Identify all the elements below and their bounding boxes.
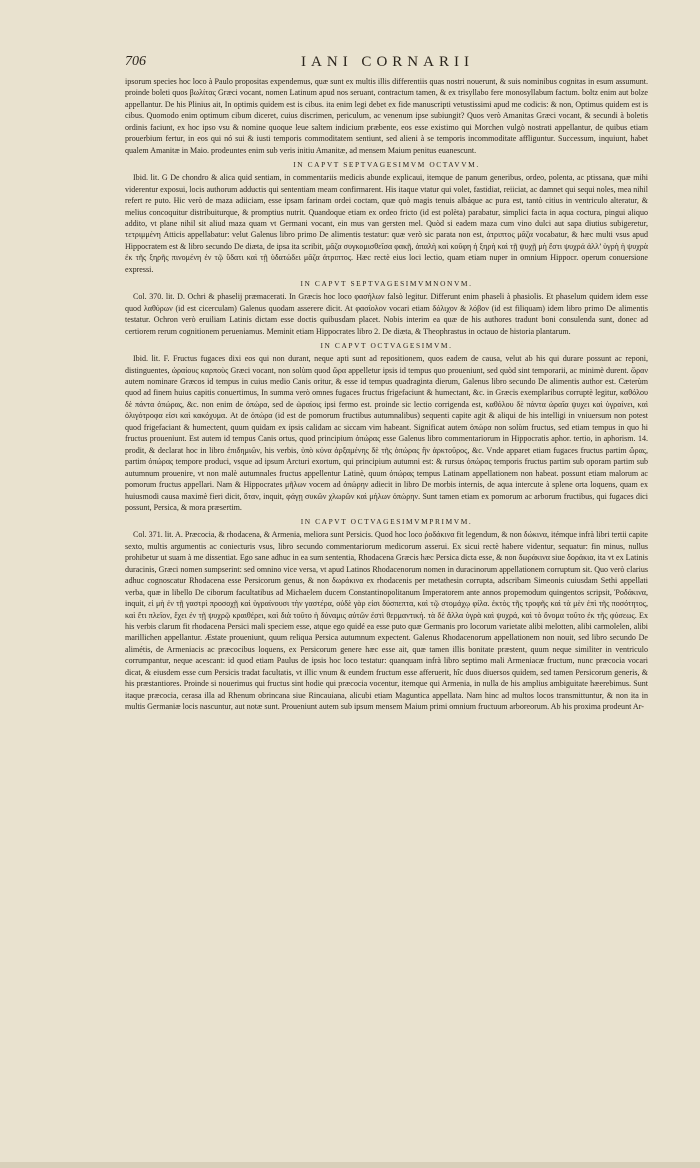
- chapter-heading: IN CAPVT SEPTVAGESIMVMNONVM.: [300, 279, 473, 289]
- page-header: [125, 54, 650, 74]
- page-edge: [0, 1162, 700, 1168]
- paragraph: Ibid. lit. F. Fructus fugaces dixi eos qui non durant, neque apti sunt ad repositionem, quos eadem de causa, velut ab his qui durare possunt ac reponi, distinguentes, ὡραίους καρποὺς Græci vocant, non solùm quod ὥρα appelletur ipsis id tempus quo proueniunt, sed quòd sint temporarii, ac minimè durent. ὥραν autem nominare Græcos id tempus in cuius medio Canis oritur, & esse id tempus quadraginta dierum, Galenus libro secundo De alimentis author est. Cæterùm quod ad finem huius capitis conuertimus, In summa verò omnes fugaces fructus frigefaciunt & humectant, &c. in Græcis exemplaribus corruptè legitur, καθόλου δὲ πάντα ὀπώρας, &c. non enim de ὀπώρα, sed de ὡραίοις ipsi fermo est. proinde sic lectio corrigenda est, καθόλου δὲ πάντα ὡραῖα ψυχει καὶ ὑγραίνει, καὶ ὀλιγότροφα εἰσι καὶ κακόχυμα. At de ὀπώρα (id est de pomorum fructibus autumnalibus) sequenti capite agit & aliqui de his intelligi in vniuersum non potest quod frigefaciant & humectent, quum quidam ex ipsis calidam ac siccam vim habeant. Significat autem ὀπώρα non solùm fructus, sed etiam tempus in quo hi fructus proueniunt. Est autem id tempus Canis ortus, quod principium ὀπώρας esse Galenus libro commentariorum in Hippocratis aphor. tertio, in aphorism. 14. prodit, & declarat hoc in libro ἐπιδημιῶν, his verbis, ὑπὸ κύνα ἀρξαμένης δὲ τῆς ὀπώρας ἣν ἀρκτοῦρος, &c. Vnde apparet etiam fugaces fructus partim ὥρας, partim ὀπώρας tempore produci, vsque ad ipsum Arcturi exortum, qui principium autumni est: & rursus ὀπώρας temporis fructus partim sub oporam partim sub autumnum prouenire, vt non malè autumnales fructus appellentur Latinè, quum ὀπώρας tempus Latinam appellationem non habeat. possunt etiam malorum ac pomorum fructus appellari. Nam & Hippocrates μῆλων vocem ad ὀπώρην adiecit in libro De morbis internis, de aqua intercute à splene orta loquens, quam ex huiusmodi causa maximè fieri dicit, ὅταν, inquit, φάγῃ συκῶν χλωρῶν καὶ μήλων ὀπώρην. Sunt tamen etiam ex pomorum ac arborum fructibus, qui fugaces dici possunt, Persica, & mora præsertim.: [125, 354, 648, 512]
- running-head: IANI CORNARII: [301, 54, 474, 70]
- page-number: 706: [125, 54, 146, 69]
- main-text: [125, 76, 648, 713]
- paragraph: Ibid. lit. G De chondro & alica quid sentiam, in commentariis medicis abunde explicaui, itemque de panum generibus, ordeo, polenta, ac ptissana, quæ mihi viderentur exposui, locis authorum adductis qui sententiam meam confirmarent. His itaque vtatur qui volet, fastidiat, reiiciat, ac damnet qui sequi noles, mea nihil refert re puto. Hic verò de maza adiiciam, esse ipsam farinam ordei coctam, quæ quò magis tenuis albáque ac pura est, tantò citius in ventriculo alteratur, & melius concoquitur distribuiturque, & promptius nutrit. Quandoque etiam ex ordeo fricto (id est polèta) parabatur, simplici facta in aqua coctura, pingui aliquo addito, vt plane nihil sit aliud maza quam vt Germani vocant, ein mus van gersten mel. Quòd si eadem maza cum vino dulci aut sapa diutius subigeretur, τετριμμένη Atticis appellabatur: velut Galenus libro primo De alimentis testatur: quæ verò sic parata non est, ἀτριπτος μᾶζα vocabatur, & hæc multi vsus apud Hippocratem est & libro secundo De diæta, de ipsa ita scribit, μᾶζα συγκομισθεῖσα φακῇ, ἁπαλὴ καὶ κοῦφη ἡ ξηρὴ καὶ τῇ ψυχῇ μὴ ἔστι ψυχρά ἀλλ’ ὑγρὴ ἡ ψυχρὰ ἐκ τῆς ξηρῆς πινομένη ἐν τῷ ὕδατι καὶ τῇ ὑδατώδει μᾶζα ἀτριπτος. Hæc rectè eius loci lectio, quam etiam nuper in omnium Hippocr. operum conuersione expressi.: [125, 173, 648, 274]
- chapter-heading: IN CAPVT OCTVAGESIMVMPRIMVM.: [300, 517, 473, 527]
- paragraph: ipsorum species hoc loco à Paulo propositas expendemus, quæ sunt ex multis illis differentiis quas nostri nouerunt, & suis nominibus cognitas in esum assumunt. proinde boleti quos βωλίτας Græci vocant, nomen Latinum apud nos seruant, contractum tamen, & ex trisyllabo fere monosyllabum factum. boltz enim aut bolze appellantur. De his Plinius ait, In optimis quidem est is cibus. ita enim legi debet ex fide manuscripti vetustissimi apud me codicis: & non, Optimus quidem est is cibus. Quomodo enim optimum cibum diceret, cuius discrimen, periculum, ac venenum ipse subiungit? Quos verò Amanitas Græci vocant, & secundi à boletis ordinis faciunt, ex hoc ipso vsu & nomine quoque leue saltem indicium præbente, eos esse existimo qui Morchen vulgò nostrati appellantur, de quibus etiam prouerbium fertur, in eos qui nó sui & iusti temporis commoditatem sentiunt, sed alieni à se temporis incommoditate affliguntur. Successum, inquiunt, habet qualem Amanitæ in Maio. prodeuntes enim sub veris initiu Amanitæ, ad mensem Maium penitus euanescunt.: [125, 77, 648, 155]
- chapter-heading: IN CAPVT SEPTVAGESIMVM OCTAVVM.: [293, 160, 480, 170]
- paragraph: Col. 371. lit. A. Præcocia, & rhodacena, & Armenia, meliora sunt Persicis. Quod hoc loco ῥοδάκινα fit legendum, & non δώκινα, itémque infrà libri tertii capite sexto, multis argumentis ac coniecturis vsus, libro secundo commentariorum medicorum asserui. Ex sicui rectè habere videntur, sequatur: fin minus, nullus prohibetur ut suam à me dissentiat. Ego sane adhuc in ea sum sententia, Rhodacena Græcis hæc Persica dicta esse, & non δωράκινα siue δοράκια, ita vt ex Latinis duracinis, Græci nomen sumpserint: sed omnino vice versa, vt apud Latinos Rhodacenorum nomen in duracinorum appellationem corruptum sit. Quo verò clarius adhuc cognoscatur Rhodacena esse Persicorum genus, & non δωράκινα ex rhodacenis per metathesin corrupta, adscribam Simeonis cuiusdam Sethi appellati verba, quæ in libello De ciborum facultatibus ad Michaelem ducem Constantinopolitanum Imperatorem ante annos propemodum quingentos scripsit, Ῥοδάκινα, inquit, εἰ μὴ ἐν τῇ γαστρὶ προσοχῇ καὶ ὑγραίνουσι τὴν γαστέρα, οὐδὲ γὰρ εἰσι δύσπεπτα, καὶ τῷ στομάχῳ φίλα. ἐκτὸς τῆς τροφῆς καὶ τὰ μὲν ἐπὶ τῆς ποσότητος, καὶ ἔτι πλεῖον, ἔχει ἐν τῇ ψυχρῷ κραιθέρει, καὶ διὰ τοῦτο ἡ δύναμις αὐτῶν ἐστὶ θερμαντική. τὰ δὲ ἄλλα ὑγρὰ καὶ ψυχρά, καὶ τὸ ὄνομα τοῦτο ἐκ τῆς φύσεως. Ex his verbis clarum fit rhodacena Persici mali speciem esse, atque ego quidé ea esse puto quæ Germanis pro locorum varietate alibi melotten, alibi carmolelen, alibi marillichen appellantur. Æstate proueniunt, quum reliqua Persica autumnum expectent. Galenus Rhodacenorum appellationem non nouit, sed libro secundo De alimétis, de Armeniacis ac præcocibus loquens, ex Persicorum genere hæc esse ait, quæ tamen illis bonitate præstent, quum neque similiter in ventriculo corrumpantur, neque acescant: id quod etiam Paulus de ipsis hoc loco testatur: quanquam infrà libro septimo mali Armeniacæ fructum, nunc præcocia vocari dicat, & eiusdem esse cum Persicis tradat facultatis, vt illic vnum & eundem fructum esse afferuerit, hîc duos diuersos quidem, sed tamen Persicorum generis, & his præstantiores. Proinde si nouerimus qui fructus sint hodie qui præcocia vocentur, itemque qui Armenia, in nulla de his amplius ambiguitate hæerebimus. Sunt itaque præcocia, cerasa illa ad Rhenum obrincana siue Rincauiana, alicubi etiam Maguntica appellata. Nam hinc ad multos locos transmittuntur, & non ita in multis Germaniæ locis nascuntur, aut notæ sunt. Proueniunt autem sub ipsum mensem Maium primi omnium fructuum arboreorum. Ab his proxima prodeunt Ar-: [125, 530, 648, 712]
- paragraph: Col. 370. lit. D. Ochri & phaselij præmacerati. In Græcis hoc loco φασήλων falsò legitur. Differunt enim phaseli à phasiolis. Et phaselum quidem idem esse quod λαθύρων (id est cicerculam) Galenus quodam asserere dicit. At φασίολον vocari etiam δόλιχον & λόβον (id est filiquam) idem libro primo De alimentis testatur. Ochron verò eruiliam Latinis dictam esse doctis quibusdam placet. Nobis interim ea quæ de his authores tradunt boni consulenda sunt, donec ad certiorem rerum cognitionem perueniamus. Meminit etiam Hippocrates libro 2. De diæta, & Theophrastus in octauo de historia plantarum.: [125, 292, 648, 336]
- chapter-heading: IN CAPVT OCTVAGESIMVM.: [320, 341, 453, 351]
